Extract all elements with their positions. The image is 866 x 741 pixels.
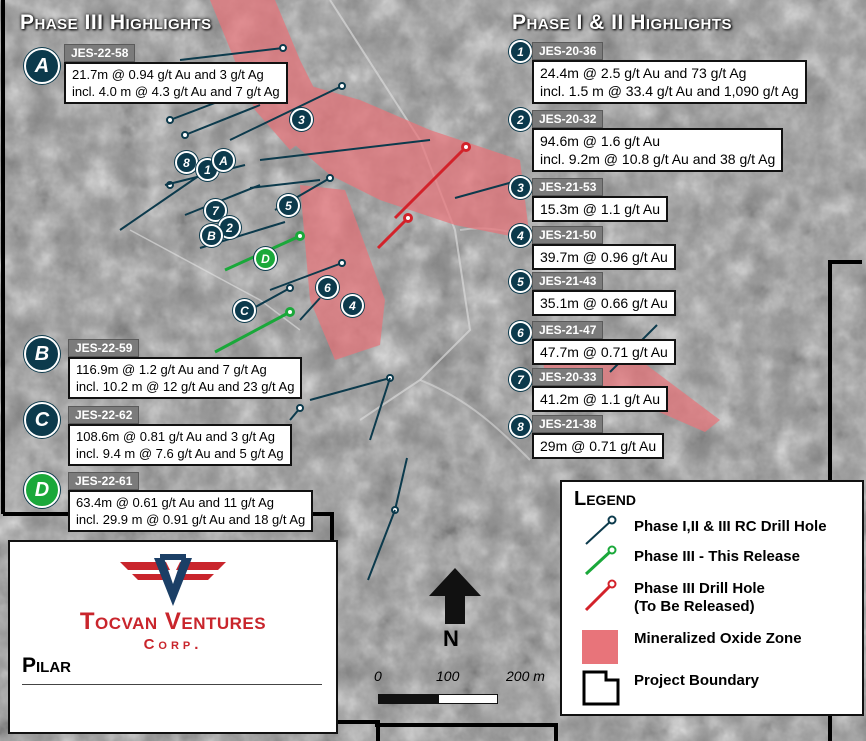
hole-id: JES-21-50 [532, 226, 603, 244]
scale-tick: 100 [436, 668, 460, 684]
callout-2[interactable] [532, 110, 783, 172]
scale-segment [378, 694, 438, 704]
legend-label-line: Phase III Drill Hole [634, 580, 765, 597]
badge-d: D [24, 472, 60, 508]
company-panel [8, 540, 338, 734]
result-box [532, 386, 668, 412]
result-line: 47.7m @ 0.71 g/t Au [540, 344, 668, 360]
badge-8: 8 [509, 415, 532, 438]
hole-id: JES-20-33 [532, 368, 603, 386]
callout-d[interactable] [68, 472, 313, 532]
result-box [68, 424, 292, 466]
north-arrow-icon [425, 566, 485, 626]
result-box [532, 60, 807, 104]
scale-tick: 200 m [506, 668, 545, 684]
company-name: Tocvan Ventures [79, 608, 267, 635]
callout-1[interactable] [532, 42, 807, 104]
result-box [532, 433, 664, 459]
badge-4: 4 [509, 224, 532, 247]
scale-bar [372, 668, 552, 713]
result-line: 39.7m @ 0.96 g/t Au [540, 249, 668, 265]
map-label-2[interactable]: 2 [218, 216, 241, 239]
result-line: incl. 1.5 m @ 33.4 g/t Au and 1,090 g/t Ag [540, 83, 799, 99]
result-line: 94.6m @ 1.6 g/t Au [540, 133, 661, 149]
map-label-7[interactable]: 7 [204, 199, 227, 222]
result-line: incl. 29.9 m @ 0.91 g/t Au and 18 g/t Ag [76, 512, 306, 527]
north-label: N [443, 626, 459, 651]
scale-tick: 0 [374, 668, 382, 684]
map-label-4[interactable]: 4 [341, 294, 364, 317]
phase12-title: Phase I & II Highlights [512, 11, 733, 34]
callout-6[interactable] [532, 321, 676, 365]
callout-7[interactable] [532, 368, 668, 412]
map-label-b[interactable]: B [200, 224, 223, 247]
result-line: incl. 4.0 m @ 4.3 g/t Au and 7 g/t Ag [72, 84, 280, 99]
hole-id: JES-21-53 [532, 178, 603, 196]
result-box [532, 196, 668, 222]
divider [22, 684, 322, 685]
badge-3: 3 [509, 176, 532, 199]
result-box [68, 490, 313, 532]
map-label-1[interactable]: 1 [196, 158, 219, 181]
callout-a[interactable] [64, 44, 288, 104]
result-line: 116.9m @ 1.2 g/t Au and 7 g/t Ag [76, 362, 267, 377]
hole-id: JES-22-58 [64, 44, 135, 62]
legend-label: Phase III - This Release [634, 548, 800, 565]
result-line: incl. 9.2m @ 10.8 g/t Au and 38 g/t Ag [540, 151, 776, 167]
result-line: 108.6m @ 0.81 g/t Au and 3 g/t Ag [76, 429, 275, 444]
hole-id: JES-20-32 [532, 110, 603, 128]
map-label-a[interactable]: A [212, 149, 235, 172]
callout-8[interactable] [532, 415, 664, 459]
legend-this-release [572, 544, 857, 580]
result-box [532, 339, 676, 365]
legend-pending [572, 576, 857, 616]
legend-label [634, 580, 765, 616]
company-logo-icon [120, 554, 226, 610]
scale-segment [438, 694, 498, 704]
badge-a: A [24, 48, 60, 84]
callout-4[interactable] [532, 226, 676, 270]
result-box [532, 290, 676, 316]
hole-id: JES-22-59 [68, 339, 139, 357]
north-arrow [425, 566, 485, 656]
phase3-title: Phase III Highlights [20, 11, 212, 34]
callout-5[interactable] [532, 272, 676, 316]
badge-2: 2 [509, 108, 532, 131]
badge-7: 7 [509, 368, 532, 391]
map-label-c[interactable]: C [233, 299, 256, 322]
result-line: 15.3m @ 1.1 g/t Au [540, 201, 661, 217]
result-box [532, 128, 783, 172]
result-line: incl. 10.2 m @ 12 g/t Au and 23 g/t Ag [76, 379, 295, 394]
company-suffix: Corp. [143, 636, 203, 653]
legend-title: Legend [574, 488, 637, 510]
map-label-5[interactable]: 5 [277, 194, 300, 217]
callout-b[interactable] [68, 339, 302, 399]
map-label-d[interactable]: D [254, 247, 277, 270]
legend [560, 480, 864, 716]
legend-label: Phase I,II & III RC Drill Hole [634, 518, 827, 535]
hole-id: JES-21-38 [532, 415, 603, 433]
legend-label: Mineralized Oxide Zone [634, 630, 802, 647]
result-line: 35.1m @ 0.66 g/t Au [540, 295, 668, 311]
map-label-8[interactable]: 8 [175, 151, 198, 174]
result-line: incl. 9.4 m @ 7.6 g/t Au and 5 g/t Ag [76, 446, 284, 461]
callout-c[interactable] [68, 406, 292, 466]
result-box [532, 244, 676, 270]
badge-b: B [24, 336, 60, 372]
hole-id: JES-22-61 [68, 472, 139, 490]
map-label-3[interactable]: 3 [290, 108, 313, 131]
badge-6: 6 [509, 321, 532, 344]
callout-3[interactable] [532, 178, 668, 222]
legend-oxide-zone [572, 626, 857, 668]
drill-hole-icon [572, 544, 628, 578]
legend-label-line: (To Be Released) [634, 598, 755, 615]
result-line: 29m @ 0.71 g/t Au [540, 438, 657, 454]
legend-label: Project Boundary [634, 672, 760, 689]
drill-hole-icon [572, 514, 628, 548]
badge-5: 5 [509, 270, 532, 293]
hole-id: JES-22-62 [68, 406, 139, 424]
project-name: Pilar [22, 654, 72, 677]
result-line: 21.7m @ 0.94 g/t Au and 3 g/t Ag [72, 67, 264, 82]
result-line: 24.4m @ 2.5 g/t Au and 73 g/t Ag [540, 65, 747, 81]
map-label-6[interactable]: 6 [316, 276, 339, 299]
result-box [64, 62, 288, 104]
badge-c: C [24, 402, 60, 438]
legend-project-boundary [572, 668, 857, 708]
result-line: 63.4m @ 0.61 g/t Au and 11 g/t Ag [76, 495, 274, 510]
badge-1: 1 [509, 40, 532, 63]
hole-id: JES-21-47 [532, 321, 603, 339]
hole-id: JES-21-43 [532, 272, 603, 290]
hole-id: JES-20-36 [532, 42, 603, 60]
oxide-zone-swatch [572, 626, 628, 668]
drill-hole-icon [572, 576, 628, 616]
result-line: 41.2m @ 1.1 g/t Au [540, 391, 661, 407]
result-box [68, 357, 302, 399]
boundary-icon [572, 668, 628, 708]
